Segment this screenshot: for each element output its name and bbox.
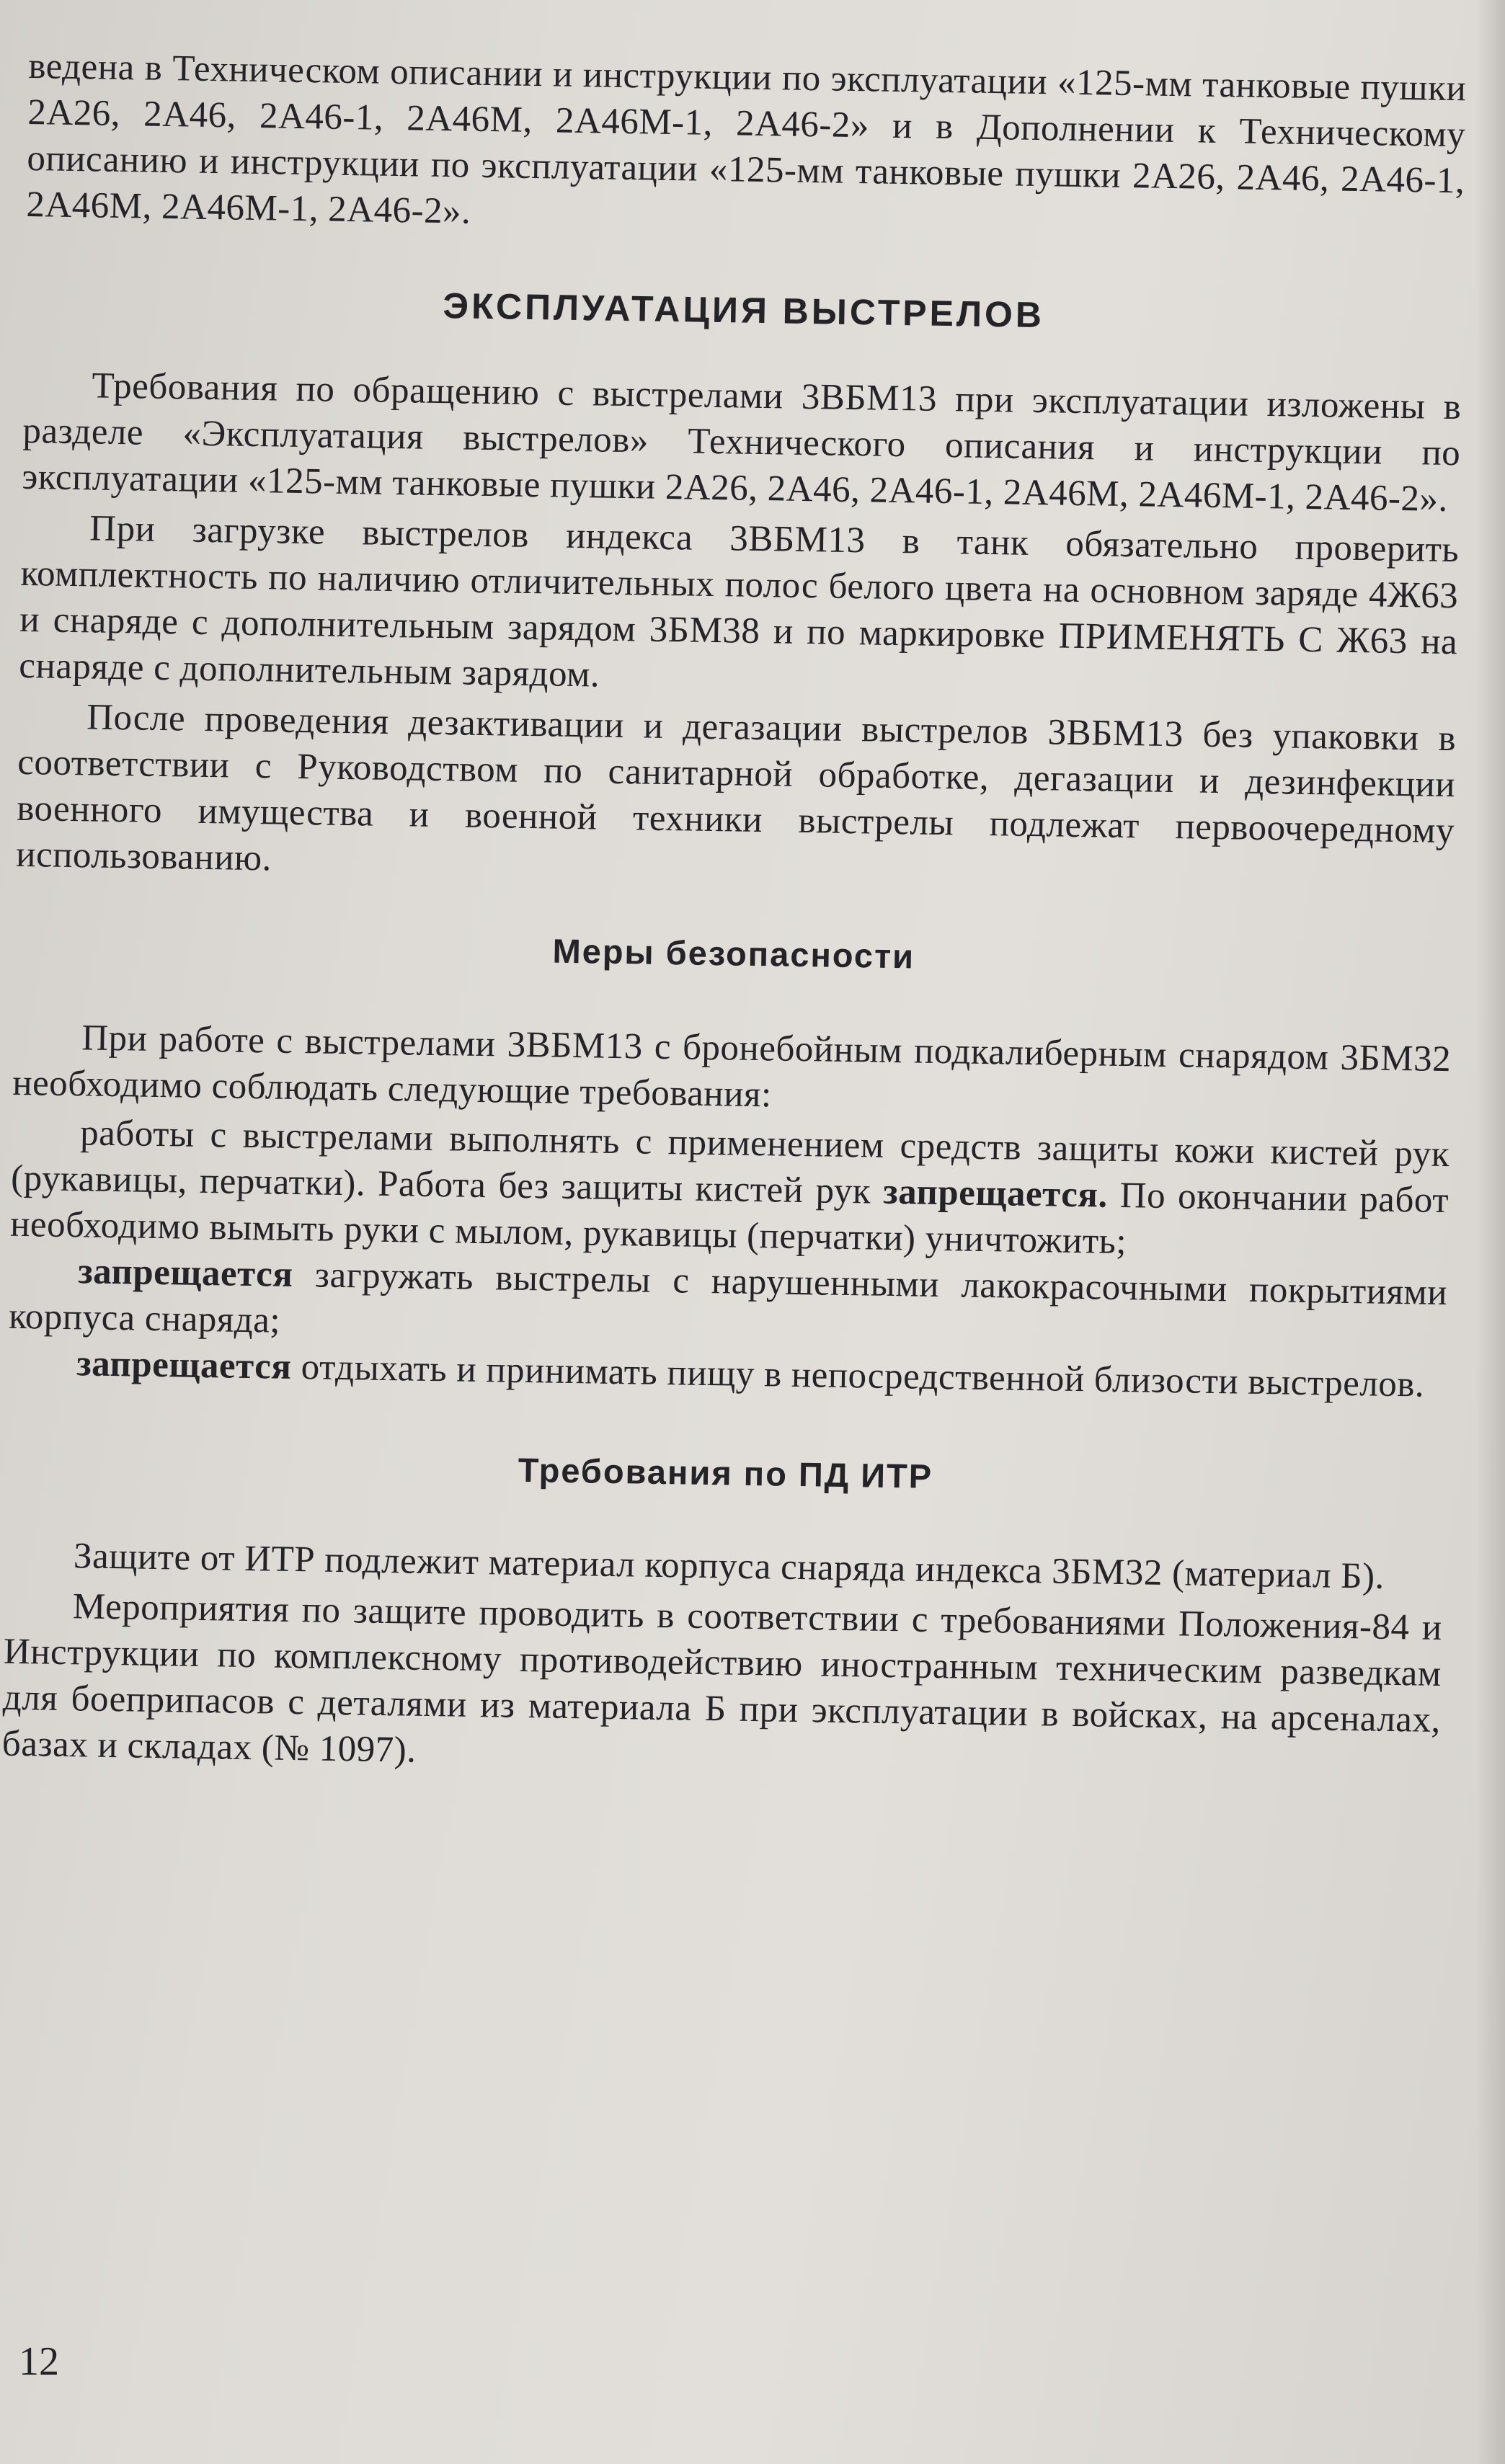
heading-itr: Требования по ПД ИТР — [518, 1450, 933, 1495]
itr-paragraph-1: Защите от ИТР подлежит материал корпуса снаряда индекса 3БМ32 (материал Б). — [73, 1536, 1385, 1597]
safety-paragraph-2 — [10, 1109, 1450, 1270]
safety-p2-text-a: работы с выстрелами выполнять с применением средств защиты кожи кистей рук (рукавицы, перчатки). Работа без защиты кистей рук — [10, 1113, 1450, 1212]
exploitation-paragraph-2: При загрузке выстрелов индекса 3ВБМ13 в танк обязательно проверить комплектность по наличию отличительных полос белого цвета на основном заряде 4Ж63 и снаряде с дополнительным зарядом 3БМ38 и по маркировке ПРИМЕНЯТЬ С Ж63 на снаряде с дополнительным зарядом. — [18, 508, 1460, 695]
safety-p2-emphasis: запрещается. — [882, 1171, 1109, 1216]
page-number: 12 — [19, 2339, 59, 2384]
safety-p4-text: отдыхать и принимать пищу в непосредственной близости выстрелов. — [291, 1346, 1425, 1405]
exploitation-paragraph-1: Требования по обращению с выстрелами 3ВБМ13 при эксплуатации изложены в разделе «Эксплуатация выстрелов» Технического описания и инструкции по эксплуатации «125-мм танковые пушки 2А26, 2А46, 2А46-1, 2А46М, 2А46М-1, 2А46-2». — [22, 365, 1462, 520]
page-edge-shadow — [1476, 0, 1505, 2464]
page-content — [1, 43, 1466, 1789]
intro-paragraph: ведена в Техническом описании и инструкции по эксплуатации «125-мм танковые пушки 2А26, 2А46, 2А46-1, 2А46М, 2А46М-1, 2А46-2» и в Дополнении к Техническому описанию и инструкции по эксплуатации «125-мм танковые пушки 2А26, 2А46, 2А46-1, 2А46М, 2А46М-1, 2А46-2». — [26, 45, 1467, 232]
safety-paragraph-1: При работе с выстрелами 3ВБМ13 с бронебойным подкалиберным снарядом 3БМ32 необходимо соблюдать следующие требования: — [12, 1018, 1452, 1116]
safety-p4-emphasis: запрещается — [76, 1343, 292, 1387]
safety-p2-text-b: По окончании работ необходимо вымыть руки с мылом, рукавицы (перчатки) уничтожить; — [9, 1175, 1449, 1263]
heading-exploitation: ЭКСПЛУАТАЦИЯ ВЫСТРЕЛОВ — [443, 285, 1045, 336]
safety-p3-emphasis: запрещается — [77, 1251, 293, 1295]
heading-safety: Меры безопасности — [552, 931, 915, 976]
exploitation-paragraph-3: После проведения дезактивации и дегазации выстрелов 3ВБМ13 без упаковки в соответствии с Руководством по санитарной обработке, дегазации и дезинфекции военного имущества и военной техники выстрелы подлежат первоочередному использованию. — [15, 697, 1457, 879]
itr-paragraph-2: Мероприятия по защите проводить в соответствии с требованиями Положения-84 и Инструкции по комплексному противодействию иностранным техническим разведкам для боеприпасов с деталями из материала Б при эксплуатации в войсках, на арсеналах, базах и складах (№ 1097). — [1, 1586, 1443, 1771]
safety-p3-text: загружать выстрелы с нарушенными лакокрасочными покрытиями корпуса снаряда; — [8, 1254, 1448, 1341]
